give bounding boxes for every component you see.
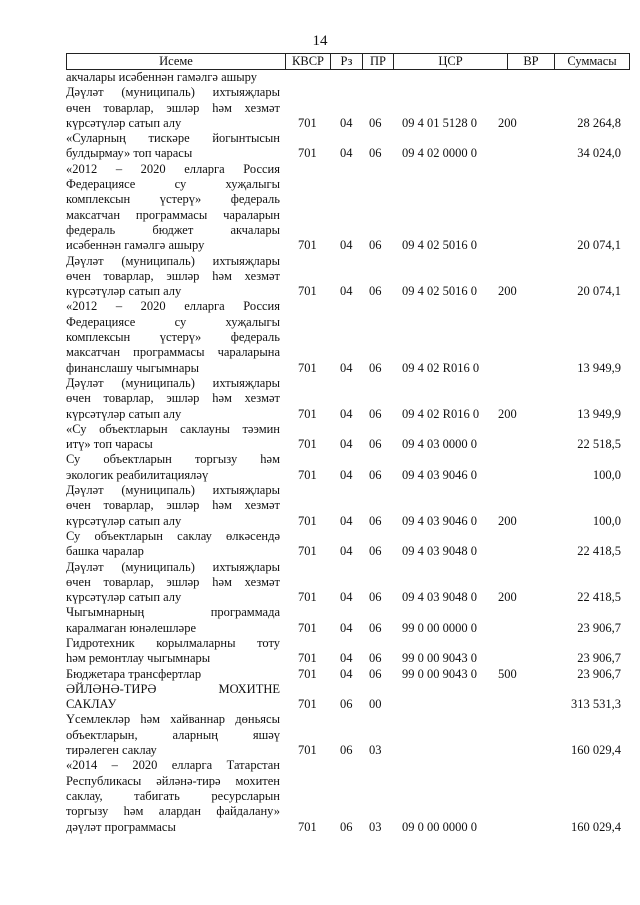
cell-pr: 06 [369,437,382,452]
cell-sum: 100,0 [592,467,621,482]
row-name-line: саклау, табигать ресурсларын [66,788,280,803]
cell-sum: 22 418,5 [577,590,621,605]
cell-csr: 09 4 02 R016 0 [402,406,480,421]
row-name-line: «Су объектларын саклауны тәэмин [66,421,280,436]
row-name [66,299,284,375]
cell-sum: 23 906,7 [577,651,621,666]
header-csr: ЦСР [394,54,508,69]
row-name [66,529,284,560]
cell-csr: 09 4 02 0000 0 [402,146,477,161]
cell-sum: 28 264,8 [577,115,621,130]
cell-kvsr: 701 [298,697,317,712]
cell-pr: 06 [369,467,382,482]
cell-pr: 06 [369,406,382,421]
cell-sum: 160 029,4 [571,743,621,758]
cell-sum: 23 906,7 [577,666,621,681]
row-name [66,483,284,529]
row-name-line: Федерациясе су хуҗалыгы [66,314,280,329]
row-name-line: Дәүләт (муниципаль) ихтыяҗлары [66,253,280,268]
cell-rz: 04 [340,513,353,528]
row-name [66,605,284,636]
row-name-line: өчен товарлар, эшләр һәм хезмәт [66,391,280,406]
row-name-line: өчен товарлар, эшләр һәм хезмәт [66,100,280,115]
table-body [66,70,630,835]
cell-kvsr: 701 [298,115,317,130]
row-name-line: итү» топ чарасы [66,437,153,452]
table-row [66,162,630,254]
row-name-line: Дәүләт (муниципаль) ихтыяҗлары [66,559,280,574]
table-row [66,758,630,834]
row-name [66,85,284,131]
cell-kvsr: 701 [298,743,317,758]
cell-sum: 22 418,5 [577,544,621,559]
cell-rz: 04 [340,467,353,482]
cell-vr: 200 [498,406,517,421]
row-name-line: башка чаралар [66,544,144,559]
cell-sum: 34 024,0 [577,146,621,161]
row-name-line: «2012 – 2020 елларга Россия [66,161,280,176]
row-name-line: күрсәтүләр сатып алу [66,513,182,528]
cell-kvsr: 701 [298,360,317,375]
cell-csr: 09 4 02 5016 0 [402,238,477,253]
row-name-line: күрсәтүләр сатып алу [66,115,182,130]
cell-vr: 200 [498,115,517,130]
table-row [66,422,630,453]
row-name-line: өчен товарлар, эшләр һәм хезмәт [66,498,280,513]
row-name [66,636,284,667]
cell-rz: 04 [340,406,353,421]
row-name-line: Үсемлекләр һәм хайваннар дөньясы [66,712,280,727]
row-name-line: объектларын, аларның яшәү [66,727,280,742]
row-name [66,70,284,85]
cell-rz: 04 [340,146,353,161]
cell-kvsr: 701 [298,513,317,528]
page-number: 14 [312,33,328,49]
cell-kvsr: 701 [298,666,317,681]
row-name-line: «2012 – 2020 елларга Россия [66,299,280,314]
row-name-line: акчалары исәбеннән гамәлгә ашыру [66,70,257,84]
row-name-line: каралмаган юнәлешләре [66,620,197,635]
row-name [66,422,284,453]
cell-rz: 06 [340,819,353,834]
table-row [66,452,630,483]
cell-sum: 100,0 [592,513,621,528]
cell-vr: 200 [498,513,517,528]
row-name-line: Су объектларын саклау өлкәсендә [66,528,280,543]
cell-pr: 06 [369,238,382,253]
cell-kvsr: 701 [298,651,317,666]
row-name-line: булдырмау» топ чарасы [66,146,193,161]
row-name-line: дәүләт программасы [66,819,176,834]
table-header [66,53,630,70]
cell-rz: 06 [340,743,353,758]
cell-pr: 06 [369,544,382,559]
row-name-line: Республикасы әйләнә-тирә мохитен [66,773,280,788]
row-name-line: максатчан программасы чараларына [66,345,280,360]
row-name-line: Дәүләт (муниципаль) ихтыяҗлары [66,375,280,390]
cell-kvsr: 701 [298,590,317,605]
row-name-line: максатчан программасы чараларын [66,207,280,222]
cell-rz: 04 [340,115,353,130]
cell-csr: 99 0 00 9043 0 [402,651,477,666]
row-name-line: комплексын үстерү» федераль [66,330,280,345]
cell-vr: 200 [498,590,517,605]
row-name-line: САКЛАУ [66,697,117,712]
cell-pr: 03 [369,819,382,834]
cell-csr: 09 4 03 0000 0 [402,437,477,452]
cell-sum: 160 029,4 [571,819,621,834]
cell-rz: 04 [340,284,353,299]
cell-kvsr: 701 [298,146,317,161]
row-name-line: комплексын үстерү» федераль [66,192,280,207]
cell-csr: 09 4 03 9048 0 [402,544,477,559]
row-name-line: өчен товарлар, эшләр һәм хезмәт [66,268,280,283]
table-row [66,529,630,560]
cell-sum: 20 074,1 [577,238,621,253]
cell-pr: 06 [369,590,382,605]
cell-kvsr: 701 [298,819,317,834]
cell-rz: 04 [340,666,353,681]
row-name-line: Бюджетара трансфертлар [66,666,202,681]
row-name [66,131,284,162]
cell-pr: 06 [369,620,382,635]
table-row [66,605,630,636]
cell-rz: 04 [340,437,353,452]
cell-csr: 09 4 03 9046 0 [402,513,477,528]
row-name-line: Федерациясе су хуҗалыгы [66,177,280,192]
table-row [66,299,630,375]
table-row [66,376,630,422]
row-name-line: исәбеннән гамәлгә ашыру [66,238,205,253]
cell-csr: 99 0 00 9043 0 [402,666,477,681]
row-name [66,376,284,422]
table-row [66,85,630,131]
row-name-line: «Суларның тискәре йогынтысын [66,131,280,146]
row-name-line: федераль бюджет акчалары [66,222,280,237]
row-name-line: Чыгымнарның программада [66,605,280,620]
cell-rz: 04 [340,360,353,375]
header-vr: ВР [508,54,555,69]
cell-kvsr: 701 [298,238,317,253]
cell-pr: 06 [369,666,382,681]
row-name-line: өчен товарлар, эшләр һәм хезмәт [66,574,280,589]
cell-kvsr: 701 [298,437,317,452]
cell-sum: 23 906,7 [577,620,621,635]
row-name-line: «2014 – 2020 елларга Татарстан [66,758,280,773]
row-name-line: экологик реабилитацияләү [66,467,209,482]
cell-pr: 00 [369,697,382,712]
cell-sum: 13 949,9 [577,406,621,421]
cell-sum: 20 074,1 [577,284,621,299]
cell-csr: 09 4 01 5128 0 [402,115,477,130]
cell-kvsr: 701 [298,406,317,421]
cell-sum: 22 518,5 [577,437,621,452]
table-row [66,483,630,529]
cell-sum: 313 531,3 [571,697,621,712]
cell-csr: 09 4 03 9046 0 [402,467,477,482]
row-name-line: Дәүләт (муниципаль) ихтыяҗлары [66,483,280,498]
cell-rz: 04 [340,590,353,605]
header-sum: Суммасы [567,54,617,68]
cell-pr: 06 [369,146,382,161]
cell-vr: 200 [498,284,517,299]
header-name: Исеме [67,54,286,69]
cell-rz: 04 [340,544,353,559]
row-name-line: Дәүләт (муниципаль) ихтыяҗлары [66,85,280,100]
cell-pr: 06 [369,360,382,375]
row-name [66,452,284,483]
cell-csr: 09 4 02 R016 0 [402,360,480,375]
cell-rz: 06 [340,697,353,712]
cell-csr: 09 4 02 5016 0 [402,284,477,299]
row-name [66,254,284,300]
cell-rz: 04 [340,651,353,666]
row-name [66,712,284,758]
row-name-line: күрсәтүләр сатып алу [66,590,182,605]
table-row [66,131,630,162]
table-row [66,70,630,85]
row-name-line: ӘЙЛӘНӘ-ТИРӘ МОХИТНЕ [66,681,280,696]
cell-kvsr: 701 [298,284,317,299]
cell-kvsr: 701 [298,544,317,559]
cell-kvsr: 701 [298,467,317,482]
cell-csr: 09 4 03 9048 0 [402,590,477,605]
cell-csr: 99 0 00 0000 0 [402,620,477,635]
row-name-line: торгызу һәм алардан файдалану» [66,804,280,819]
table-row [66,712,630,758]
cell-sum: 13 949,9 [577,360,621,375]
table-row [66,667,630,682]
cell-pr: 03 [369,743,382,758]
row-name [66,682,284,713]
table-row [66,254,630,300]
row-name [66,758,284,834]
table-row [66,636,630,667]
cell-rz: 04 [340,238,353,253]
row-name-line: тирәлеген саклау [66,743,157,758]
row-name-line: һәм ремонтлау чыгымнары [66,651,211,666]
table-row [66,682,630,713]
header-kvsr: КВСР [286,54,331,69]
row-name [66,560,284,606]
row-name-line: күрсәтүләр сатып алу [66,406,182,421]
row-name [66,162,284,254]
cell-rz: 04 [340,620,353,635]
cell-pr: 06 [369,115,382,130]
table-row [66,560,630,606]
cell-pr: 06 [369,651,382,666]
row-name-line: күрсәтүләр сатып алу [66,284,182,299]
row-name [66,667,284,682]
row-name-line: финанслашу чыгымнары [66,360,200,375]
row-name-line: Су объектларын торгызу һәм [66,452,280,467]
cell-kvsr: 701 [298,620,317,635]
header-rz: Рз [331,54,363,69]
header-pr: ПР [363,54,394,69]
row-name-line: Гидротехник корылмаларны тоту [66,635,280,650]
cell-csr: 09 0 00 0000 0 [402,819,477,834]
cell-pr: 06 [369,284,382,299]
cell-vr: 500 [498,666,517,681]
cell-pr: 06 [369,513,382,528]
